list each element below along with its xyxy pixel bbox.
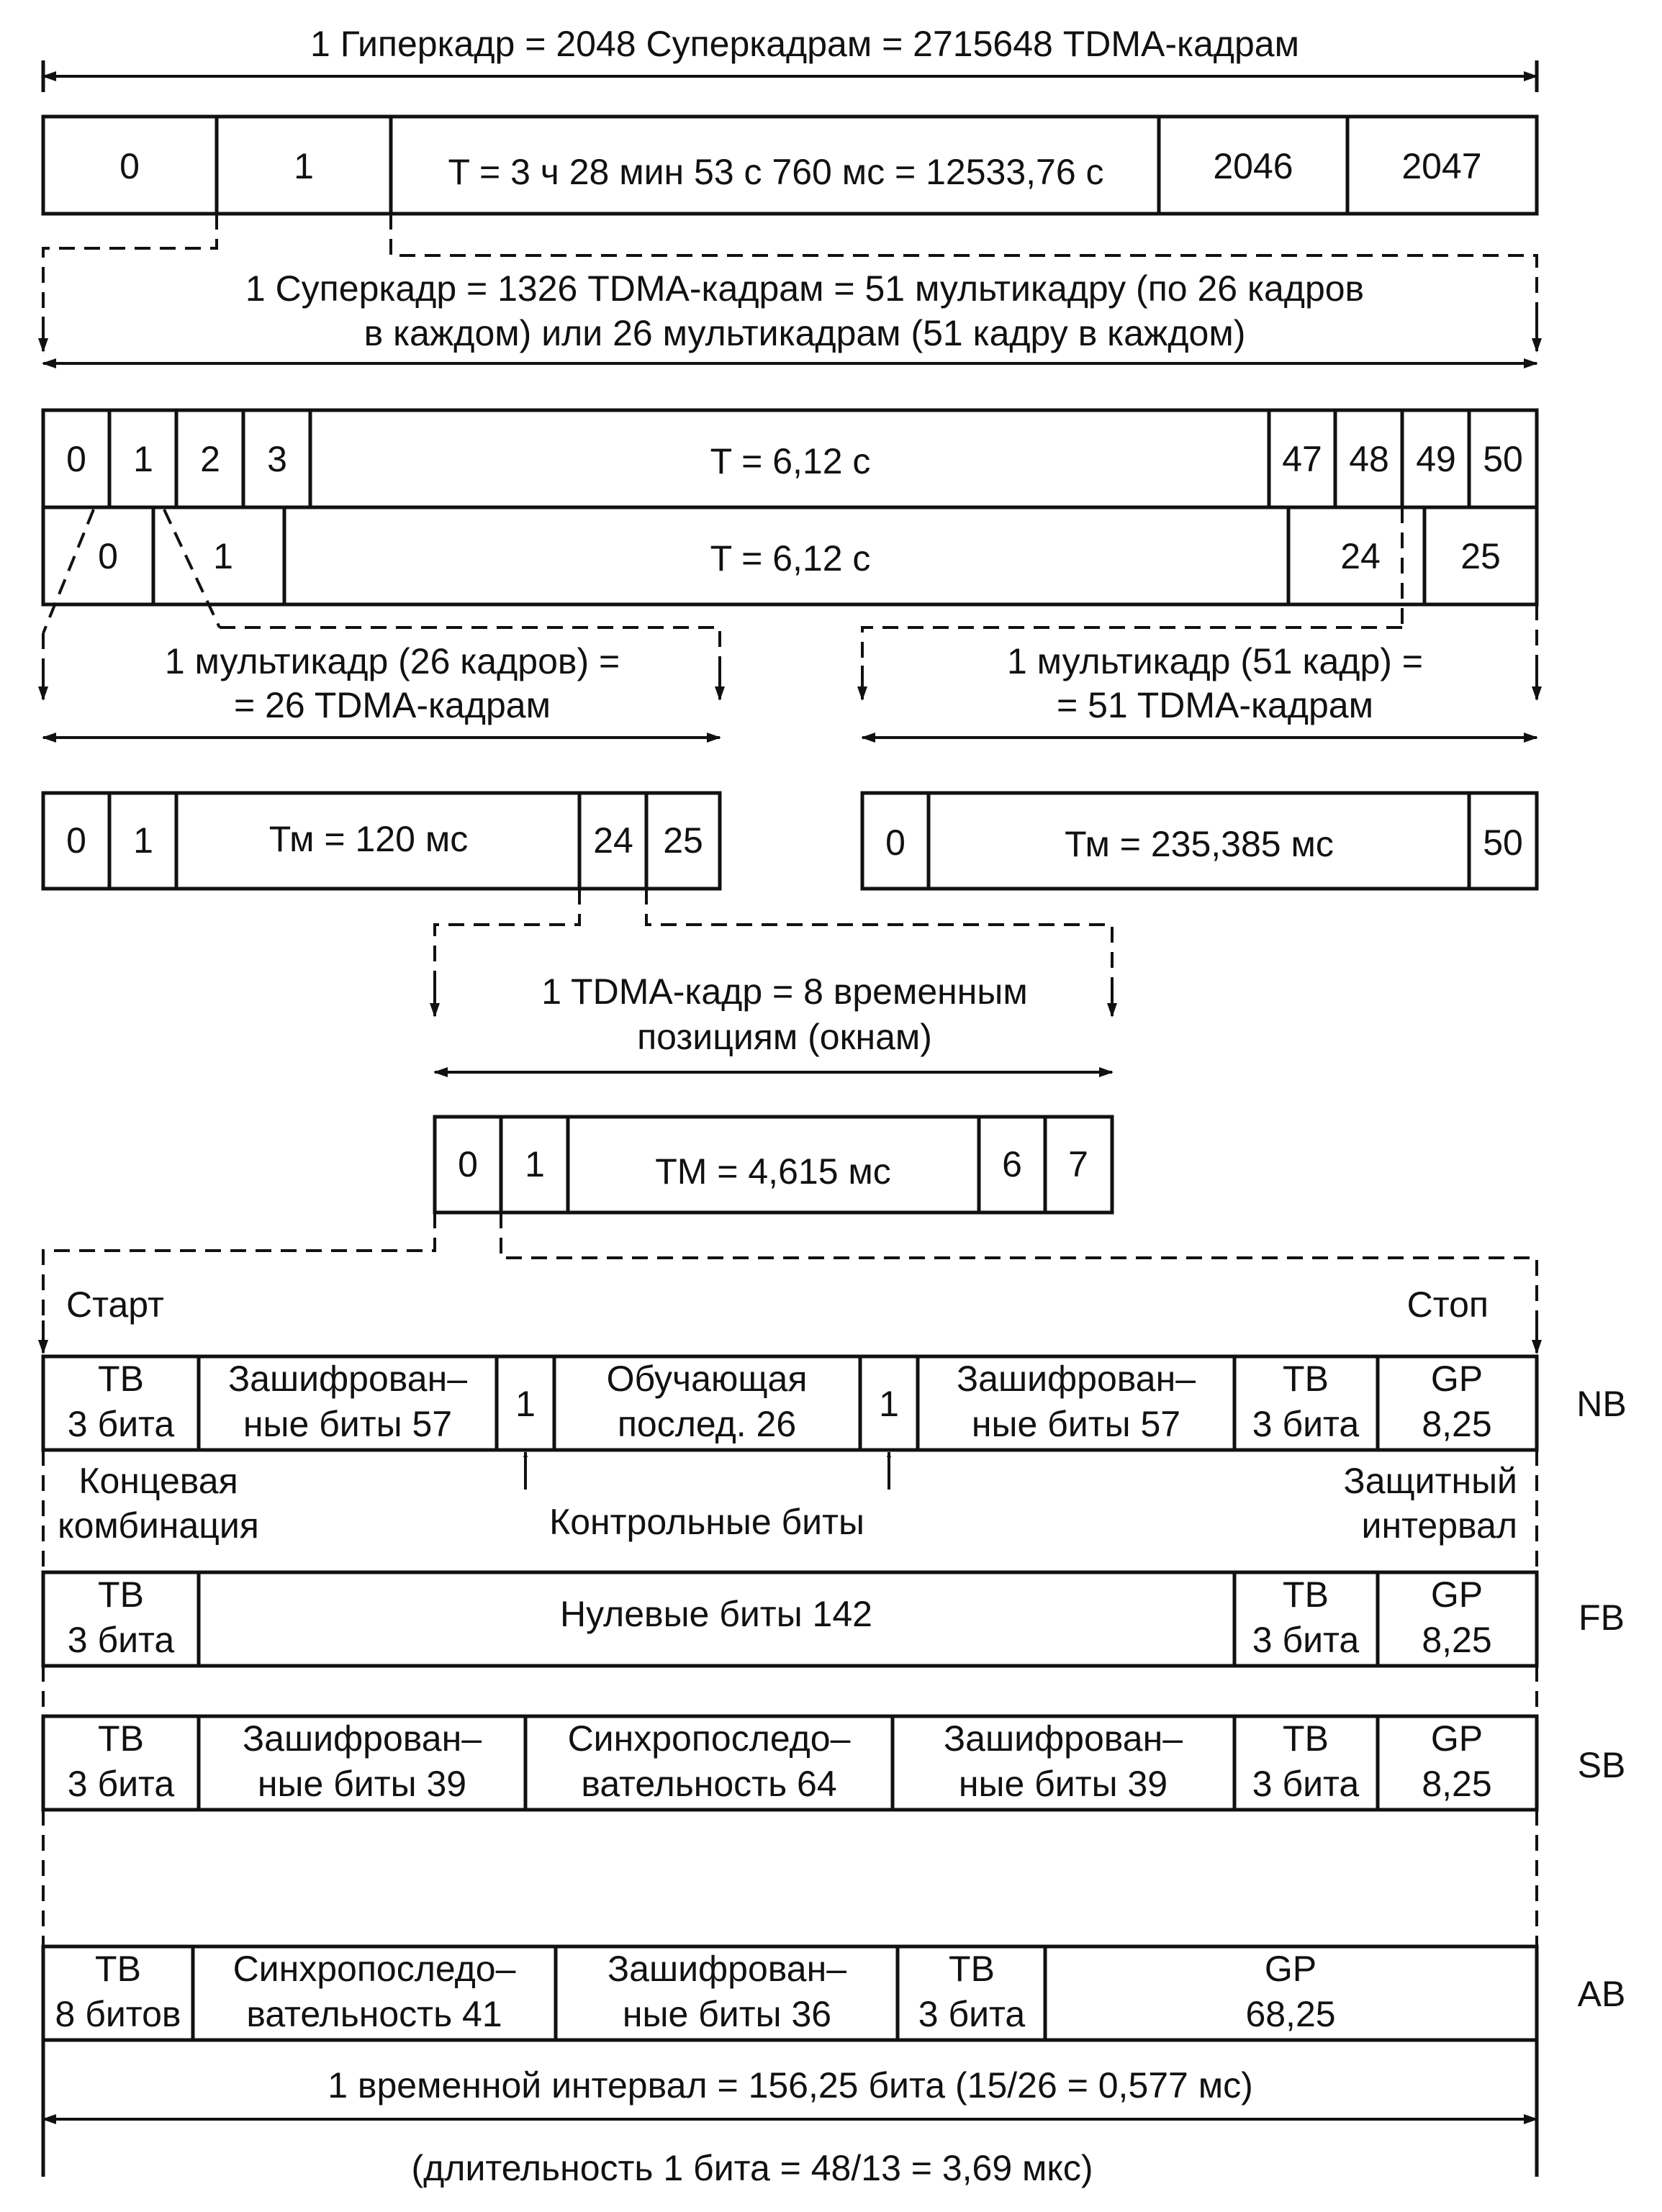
nb-field-tb2-line1: ТВ xyxy=(1283,1359,1329,1399)
fb-field-gp-line1: GP xyxy=(1430,1574,1483,1615)
start-label: Старт xyxy=(66,1284,164,1325)
ab-field-gp-line1: GP xyxy=(1264,1949,1317,1989)
ab-field-enc-line2: ные биты 36 xyxy=(622,1994,832,2034)
superframe-51-cell-47: 47 xyxy=(1282,439,1322,479)
ab-burst-name: AB xyxy=(1577,1974,1626,2014)
sb-field-gp-line2: 8,25 xyxy=(1422,1764,1492,1804)
tdma-period: ТМ = 4,615 мс xyxy=(655,1151,891,1192)
superframe-26-period: T = 6,12 с xyxy=(710,538,871,579)
nb-field-gp-line1: GP xyxy=(1430,1359,1483,1399)
superframe-title-line1: 1 Суперкадр = 1326 TDMA-кадрам = 51 мультикадру (по 26 кадров xyxy=(245,268,1365,309)
superframe-51-cell-3: 3 xyxy=(267,439,287,479)
superframe-51-cell-1: 1 xyxy=(133,439,153,479)
ab-field-gp-line2: 68,25 xyxy=(1245,1994,1336,2034)
nb-field-enc2-line1: Зашифрован– xyxy=(956,1359,1196,1399)
superframe-51-cell-0: 0 xyxy=(66,439,86,479)
superframe-title-line2: в каждом) или 26 мультикадрам (51 кадру в каждом) xyxy=(363,313,1246,353)
nb-field-flag2: 1 xyxy=(879,1384,899,1424)
superframe-section xyxy=(43,268,1537,604)
tdma-title-line2: позициям (окнам) xyxy=(637,1017,932,1057)
hyperframe-cell-0: 0 xyxy=(119,146,140,186)
nb-field-enc1-line1: Зашифрован– xyxy=(227,1359,468,1399)
nb-field-tb1-line1: ТВ xyxy=(98,1359,144,1399)
multiframe51-title-line1: 1 мультикадр (51 кадр) = xyxy=(1006,641,1424,681)
superframe-expansion-left xyxy=(43,214,217,343)
multiframe51-title-line2: = 51 TDMA-кадрам xyxy=(1057,685,1373,725)
timeslot-duration-line1: 1 временной интервал = 156,25 бита (15/26 = 0,577 мс) xyxy=(328,2065,1253,2106)
fb-field-zero-bits: Нулевые биты 142 xyxy=(560,1594,872,1634)
tdma-cell-1: 1 xyxy=(525,1144,545,1184)
superframe-51-cell-48: 48 xyxy=(1349,439,1389,479)
nb-field-enc2-line2: ные биты 57 xyxy=(971,1404,1181,1444)
nb-field-tb2-line2: 3 бита xyxy=(1252,1404,1360,1444)
hyperframe-cell-2047: 2047 xyxy=(1401,146,1482,186)
multiframe26-cell-25: 25 xyxy=(663,820,703,861)
multiframe26-title-line1: 1 мультикадр (26 кадров) = xyxy=(164,641,620,681)
superframe-51-cell-50: 50 xyxy=(1483,439,1523,479)
tail-bits-label-line1: Концевая xyxy=(78,1461,238,1501)
ab-field-tb2-line1: ТВ xyxy=(949,1949,995,1989)
ab-field-sync-line1: Синхропоследо– xyxy=(232,1949,516,1989)
frequency-burst-fb xyxy=(43,1572,1625,1666)
ab-field-tb1-line1: ТВ xyxy=(95,1949,141,1989)
tail-bits-label-line2: комбинация xyxy=(58,1505,259,1546)
tdma-frame-section xyxy=(435,971,1112,1212)
superframe-51-cell-2: 2 xyxy=(200,439,220,479)
multiframe26-cell-24: 24 xyxy=(593,820,633,861)
multiframe26-cell-1: 1 xyxy=(133,820,153,861)
superframe-26-cell-25: 25 xyxy=(1460,536,1501,576)
hyperframe-section xyxy=(43,24,1537,214)
multiframe51-cell-0: 0 xyxy=(885,822,905,863)
sb-field-enc1-line2: ные биты 39 xyxy=(257,1764,467,1804)
normal-burst-nb xyxy=(43,1356,1627,1450)
guard-interval-label-line1: Защитный xyxy=(1343,1461,1517,1501)
nb-field-training-line2: послед. 26 xyxy=(617,1404,797,1444)
multiframe51-cell-50: 50 xyxy=(1483,822,1523,863)
sb-field-enc2-line2: ные биты 39 xyxy=(958,1764,1168,1804)
nb-burst-name: NB xyxy=(1576,1384,1627,1424)
superframe-26-cell-0: 0 xyxy=(98,536,118,576)
fb-burst-name: FB xyxy=(1579,1597,1625,1638)
fb-field-tb2-line1: ТВ xyxy=(1283,1574,1329,1615)
superframe-26-cell-24: 24 xyxy=(1340,536,1381,576)
sb-field-gp-line1: GP xyxy=(1430,1718,1483,1759)
sb-field-sync-line1: Синхропоследо– xyxy=(567,1718,851,1759)
superframe-26-cell-1: 1 xyxy=(213,536,233,576)
timeslot-span xyxy=(43,2065,1537,2188)
sb-field-tb2-line2: 3 бита xyxy=(1252,1764,1360,1804)
nb-field-flag1: 1 xyxy=(515,1384,536,1424)
ab-field-sync-line2: вательность 41 xyxy=(246,1994,502,2034)
multiframe26-cell-0: 0 xyxy=(66,820,86,861)
nb-field-gp-line2: 8,25 xyxy=(1422,1404,1492,1444)
fb-field-tb2-line2: 3 бита xyxy=(1252,1620,1360,1660)
sb-field-enc1-line1: Зашифрован– xyxy=(242,1718,482,1759)
ab-field-tb2-line2: 3 бита xyxy=(918,1994,1026,2034)
control-bits-label: Контрольные биты xyxy=(549,1502,864,1542)
nb-field-enc1-line2: ные биты 57 xyxy=(243,1404,453,1444)
sync-burst-sb xyxy=(43,1716,1625,1810)
ab-field-tb1-line2: 8 битов xyxy=(55,1994,181,2034)
guard-interval-label-line2: интервал xyxy=(1361,1505,1517,1546)
sb-field-enc2-line1: Зашифрован– xyxy=(943,1718,1183,1759)
multiframe-51-section xyxy=(862,641,1537,889)
hyperframe-period: T = 3 ч 28 мин 53 с 760 мс = 12533,76 с xyxy=(448,152,1104,192)
ab-field-enc-line1: Зашифрован– xyxy=(607,1949,847,1989)
stop-label: Стоп xyxy=(1406,1284,1489,1325)
hyperframe-cell-2046: 2046 xyxy=(1213,146,1293,186)
timeslot-bit-duration-line2: (длительность 1 бита = 48/13 = 3,69 мкс) xyxy=(411,2148,1093,2188)
sb-field-sync-line2: вательность 64 xyxy=(581,1764,837,1804)
multiframe26-title-line2: = 26 TDMA-кадрам xyxy=(234,685,551,725)
sb-field-tb2-line1: ТВ xyxy=(1283,1718,1329,1759)
tdma-cell-7: 7 xyxy=(1068,1144,1088,1184)
access-burst-ab xyxy=(43,1946,1625,2040)
tdma-cell-0: 0 xyxy=(458,1144,478,1184)
tdma-cell-6: 6 xyxy=(1002,1144,1022,1184)
fb-field-gp-line2: 8,25 xyxy=(1422,1620,1492,1660)
sb-field-tb1-line1: ТВ xyxy=(98,1718,144,1759)
nb-field-tb1-line2: 3 бита xyxy=(67,1404,175,1444)
sb-field-tb1-line2: 3 бита xyxy=(67,1764,175,1804)
nb-field-training-line1: Обучающая xyxy=(606,1359,808,1399)
hyperframe-title: 1 Гиперкадр = 2048 Суперкадрам = 2715648 TDMA-кадрам xyxy=(310,24,1299,64)
hyperframe-cell-1: 1 xyxy=(294,146,314,186)
multiframe26-period: Тм = 120 мс xyxy=(268,819,469,859)
multiframe-26-section xyxy=(43,641,720,889)
superframe-51-period: T = 6,12 с xyxy=(710,441,871,481)
multiframe51-period: Тм = 235,385 мс xyxy=(1065,824,1334,864)
fb-field-tb1-line2: 3 бита xyxy=(67,1620,175,1660)
fb-field-tb1-line1: ТВ xyxy=(98,1574,144,1615)
sb-burst-name: SB xyxy=(1577,1745,1626,1785)
tdma-title-line1: 1 TDMA-кадр = 8 временным xyxy=(541,971,1028,1012)
superframe-51-cell-49: 49 xyxy=(1416,439,1456,479)
